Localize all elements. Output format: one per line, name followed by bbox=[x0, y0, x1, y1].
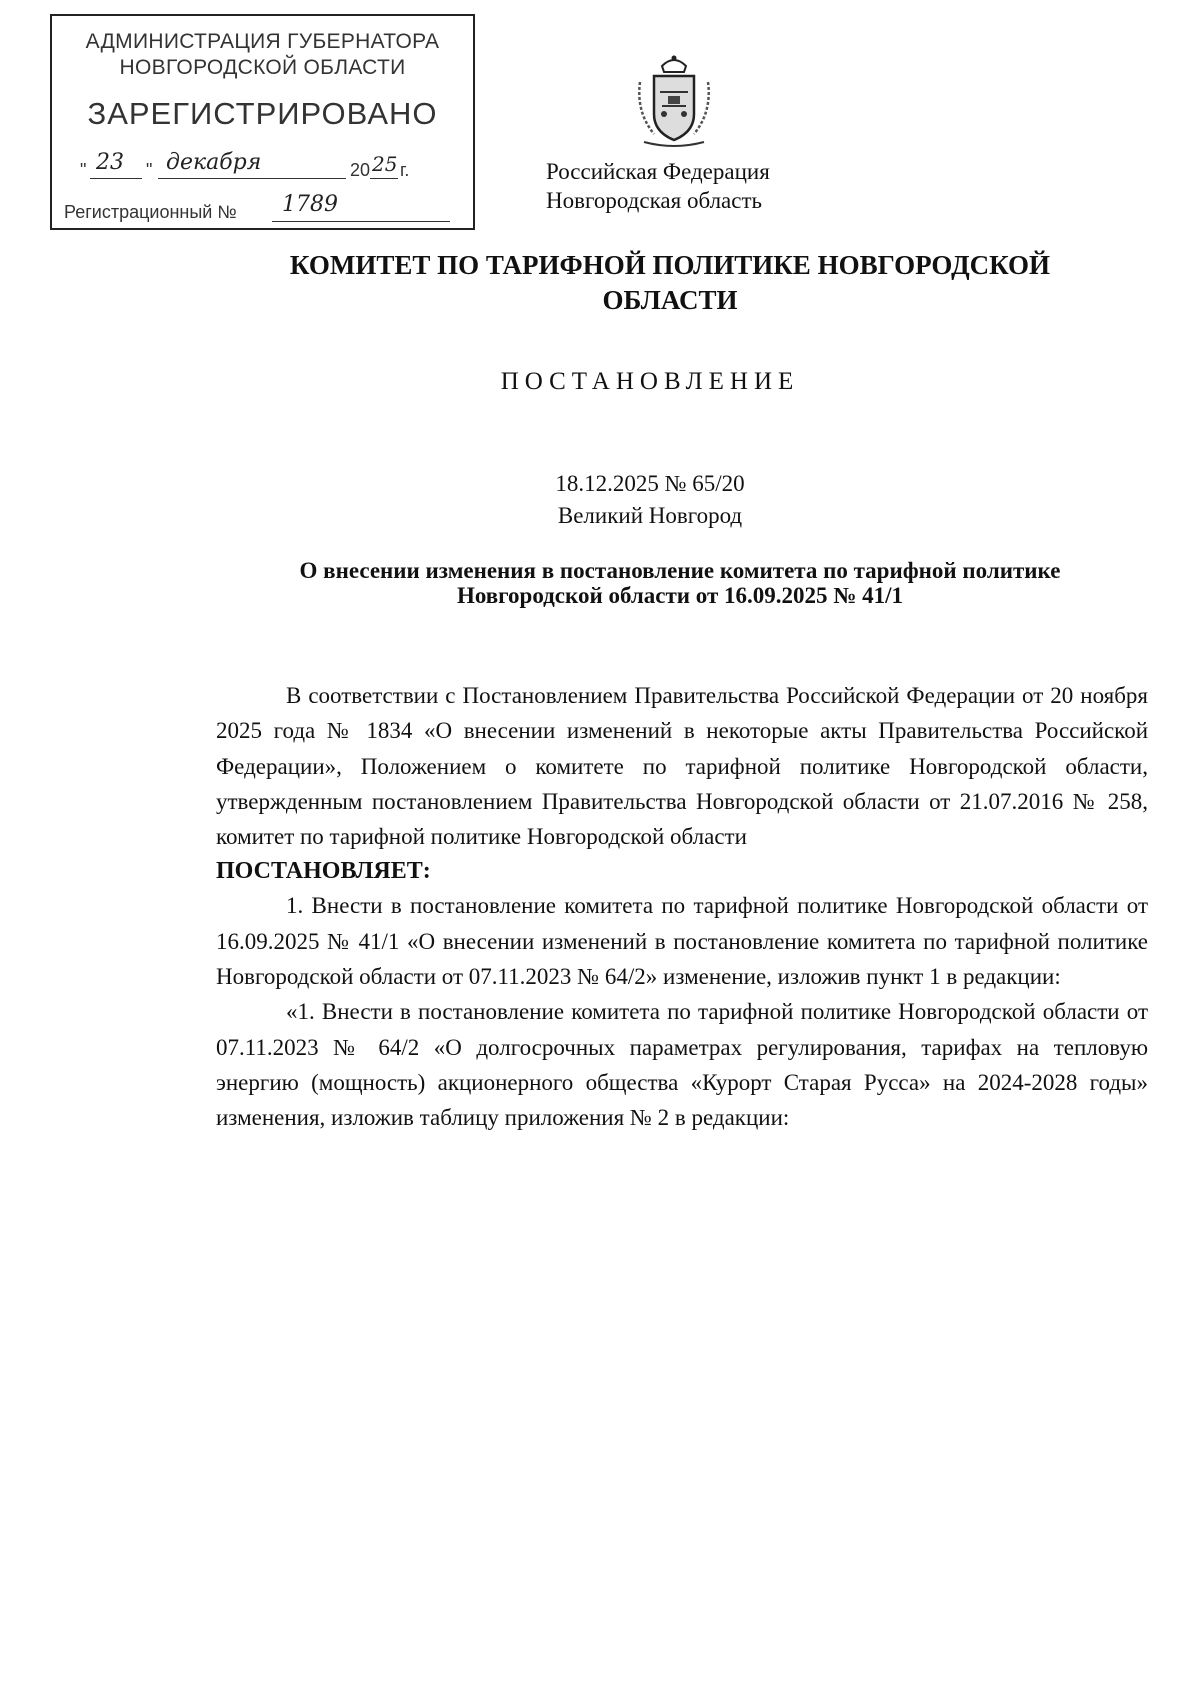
stamp-reg-label: Регистрационный № bbox=[64, 202, 237, 222]
stamp-org-line-1: АДМИНИСТРАЦИЯ ГУБЕРНАТОРА bbox=[85, 30, 440, 53]
document-city: Великий Новгород bbox=[557, 503, 743, 528]
document-date-block bbox=[450, 468, 850, 532]
subject-line-2: Новгородской области от 16.09.2025 № 41/1 bbox=[456, 583, 904, 608]
item-1-quote-paragraph: «1. Внести в постановление комитета по тарифной политике Новгородской области от 07.11.2023 № 64/2 «О долгосрочных параметрах регулирования, тарифах на тепловую энергию (мощность) акционерного общества «Курорт Старая Русса» на 2024-2028 годы» изменения, изложив таблицу приложения № 2 в редакции: bbox=[216, 999, 1148, 1131]
document-type: ПОСТАНОВЛЕНИЕ bbox=[500, 368, 800, 395]
stamp-day: 23 bbox=[96, 150, 124, 175]
preamble-paragraph: В соответствии с Постановлением Правительства Российской Федерации от 20 ноября 2025 года № 1834 «О внесении изменений в некоторые акты Правительства Российской Федерации», Положением о комитете по тарифной политике Новгородской области, утвержденным постановлением Правительства Новгородской области от 21.07.2016 № 258, комитет по тарифной политике Новгородской области bbox=[216, 683, 1148, 850]
document-body bbox=[216, 678, 1148, 1136]
stamp-month: декабря bbox=[166, 150, 262, 175]
subject-line-1: О внесении изменения в постановление комитета по тарифной политике bbox=[299, 558, 1061, 583]
region-name: Новгородская область bbox=[546, 188, 763, 213]
org-title-line-2: ОБЛАСТИ bbox=[602, 285, 738, 315]
stamp-reg-number: 1789 bbox=[282, 192, 338, 217]
country-name: Российская Федерация bbox=[546, 159, 770, 184]
item-1-paragraph: 1. Внести в постановление комитета по тарифной политике Новгородской области от 16.09.2025 № 41/1 «О внесении изменений в постановление комитета по тарифной политике Новгородской области от 07.11.2023 № 64/2» изменение, изложив пункт 1 в редакции: bbox=[216, 893, 1148, 990]
stamp-year-suffix: 25 bbox=[372, 152, 398, 176]
stamp-org-line-2: НОВГОРОДСКОЙ ОБЛАСТИ bbox=[119, 56, 406, 79]
stamp-registration bbox=[64, 194, 464, 224]
stamp-title: ЗАРЕГИСТРИРОВАНО bbox=[87, 96, 438, 131]
organization-title bbox=[240, 248, 1100, 318]
stamp-year-unit: г. bbox=[400, 160, 410, 180]
decree-heading: ПОСТАНОВЛЯЕТ: bbox=[216, 858, 431, 885]
registration-stamp bbox=[50, 14, 475, 230]
document-date-number: 18.12.2025 № 65/20 bbox=[555, 471, 745, 496]
stamp-year-prefix: 20 bbox=[350, 160, 371, 180]
federation-header bbox=[546, 157, 806, 215]
document-subject bbox=[210, 558, 1150, 608]
stamp-date: " 23 " декабря 20 25 г. bbox=[80, 150, 410, 180]
org-title-line-1: КОМИТЕТ ПО ТАРИФНОЙ ПОЛИТИКЕ НОВГОРОДСКОЙ bbox=[289, 250, 1051, 280]
coat-of-arms-icon bbox=[634, 52, 714, 150]
